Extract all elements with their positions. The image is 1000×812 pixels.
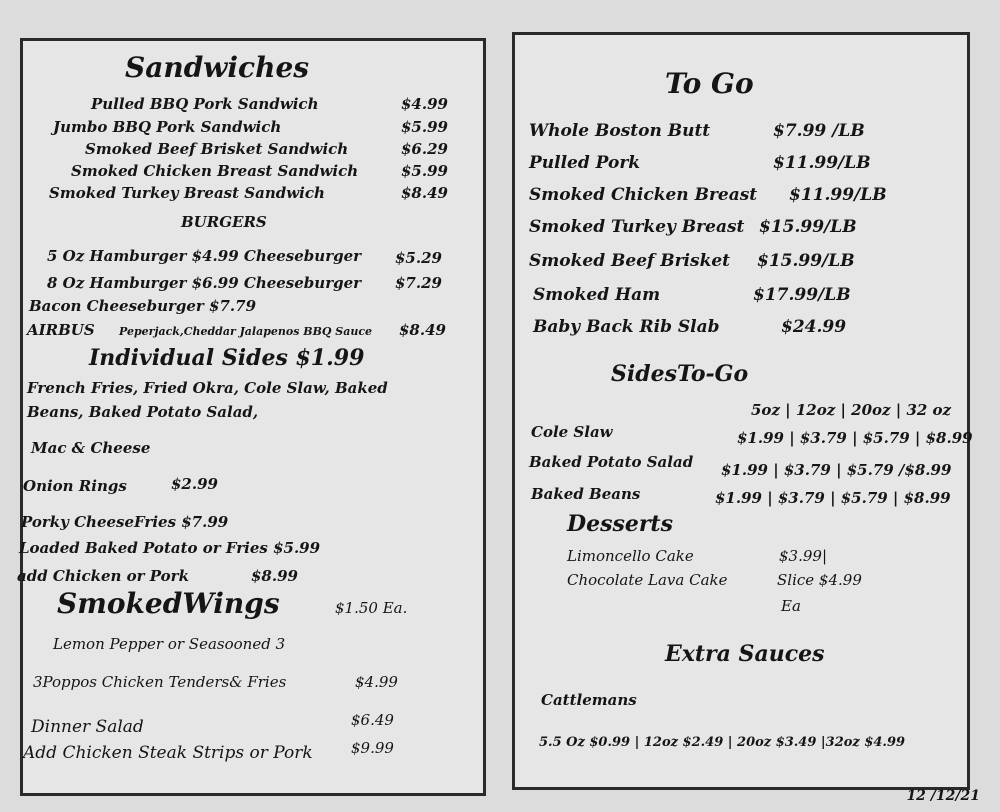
menu-item-name: Limoncello Cake: [567, 547, 694, 565]
menu-item-name: Chocolate Lava Cake: [567, 571, 728, 589]
menu-item-price: Slice $4.99: [777, 571, 862, 589]
burgers-heading: BURGERS: [181, 213, 267, 231]
sides-list-line: Mac & Cheese: [31, 439, 151, 457]
right-menu-panel: [512, 32, 973, 790]
menu-item-description: Peperjack,Cheddar Jalapenos BBQ Sauce: [119, 325, 373, 338]
menu-date: 12 /12/21: [906, 788, 980, 804]
sauce-name: Cattlemans: [541, 691, 637, 709]
menu-item-name: Smoked Turkey Breast: [529, 217, 745, 237]
to-go-heading: To Go: [665, 67, 754, 100]
menu-item-price: $1.99 | $3.79 | $5.79 /$8.99: [721, 461, 952, 479]
menu-item-price: $4.99: [401, 95, 448, 113]
sandwiches-heading: Sandwiches: [125, 51, 310, 84]
menu-item-name: AIRBUS: [27, 321, 95, 339]
menu-item-name: Smoked Chicken Breast: [529, 185, 758, 205]
menu-item-name: Smoked Turkey Breast Sandwich: [49, 184, 325, 202]
menu-item-price: $15.99/LB: [759, 217, 857, 237]
menu-item-name: Add Chicken Steak Strips or Pork: [23, 743, 313, 763]
menu-item-name: Baked Beans: [531, 485, 641, 503]
menu-item-name: Loaded Baked Potato or Fries $5.99: [19, 539, 321, 557]
sides-list-line: Beans, Baked Potato Salad,: [27, 403, 259, 421]
sides-list-line: French Fries, Fried Okra, Cole Slaw, Baked: [27, 379, 388, 397]
menu-item-price-unit: Ea: [781, 597, 801, 615]
menu-item-name: Pulled Pork: [529, 153, 641, 173]
menu-item-name: Porky CheeseFries $7.99: [21, 513, 229, 531]
menu-item-price: $6.29: [401, 140, 448, 158]
menu-item-name: add Chicken or Pork: [17, 567, 189, 585]
menu-item-price: $5.29: [395, 249, 442, 267]
menu-item-name: Baked Potato Salad: [529, 453, 694, 471]
menu-item-price: $2.99: [171, 475, 218, 493]
menu-item-price: $7.29: [395, 274, 442, 292]
menu-item-price: $1.99 | $3.79 | $5.79 | $8.99: [715, 489, 951, 507]
menu-item-price: $8.49: [401, 184, 448, 202]
menu-item-price: $5.99: [401, 162, 448, 180]
menu-item-name: Jumbo BBQ Pork Sandwich: [53, 118, 282, 136]
menu-item-price: $8.99: [251, 567, 298, 585]
menu-item-name: Onion Rings: [23, 477, 127, 495]
menu-item-description: Lemon Pepper or Seasooned 3: [53, 635, 286, 653]
left-menu-panel: [17, 38, 486, 796]
menu-item-name: 8 Oz Hamburger $6.99 Cheeseburger: [47, 274, 362, 292]
menu-item-name: Smoked Ham: [533, 285, 661, 305]
extra-sauces-heading: Extra Sauces: [665, 641, 825, 667]
menu-item-name: 3Poppos Chicken Tenders& Fries: [33, 673, 287, 691]
menu-item-name: Smoked Chicken Breast Sandwich: [71, 162, 359, 180]
smoked-wings-heading: SmokedWings: [57, 587, 280, 620]
menu-item-name: 5 Oz Hamburger $4.99 Cheeseburger: [47, 247, 362, 265]
menu-item-price: $8.49: [399, 321, 446, 339]
menu-item-price: $1.99 | $3.79 | $5.79 | $8.99: [737, 429, 973, 447]
menu-item-price: $4.99: [355, 673, 398, 691]
menu-item-name: Whole Boston Butt: [529, 121, 711, 141]
menu-item-price: $24.99: [781, 317, 847, 337]
menu-item-name: Dinner Salad: [31, 717, 144, 737]
menu-item-name: Pulled BBQ Pork Sandwich: [91, 95, 319, 113]
menu-item-name: Bacon Cheeseburger $7.79: [29, 297, 257, 315]
desserts-heading: Desserts: [567, 511, 673, 537]
menu-item-price: $5.99: [401, 118, 448, 136]
menu-item-price: $11.99/LB: [773, 153, 871, 173]
menu-item-name: Smoked Beef Brisket: [529, 251, 731, 271]
menu-item-price: $11.99/LB: [789, 185, 887, 205]
menu-item-name: Cole Slaw: [531, 423, 613, 441]
menu-item-price: $17.99/LB: [753, 285, 851, 305]
menu-item-price: $15.99/LB: [757, 251, 855, 271]
individual-sides-heading: Individual Sides $1.99: [89, 345, 365, 371]
menu-item-price: $7.99 /LB: [773, 121, 865, 141]
menu-item-price: $6.49: [351, 711, 394, 729]
sides-to-go-heading: SidesTo-Go: [611, 361, 749, 387]
sauce-prices: 5.5 Oz $0.99 | 12oz $2.49 | 20oz $3.49 |32oz $4.99: [539, 735, 906, 750]
menu-item-price: $3.99|: [779, 547, 827, 565]
menu-item-price: $9.99: [351, 739, 394, 757]
container-sizes: 5oz | 12oz | 20oz | 32 oz: [751, 401, 952, 419]
menu-item-name: Smoked Beef Brisket Sandwich: [85, 140, 349, 158]
menu-item-price: $1.50 Ea.: [335, 599, 408, 617]
menu-item-name: Baby Back Rib Slab: [533, 317, 720, 337]
